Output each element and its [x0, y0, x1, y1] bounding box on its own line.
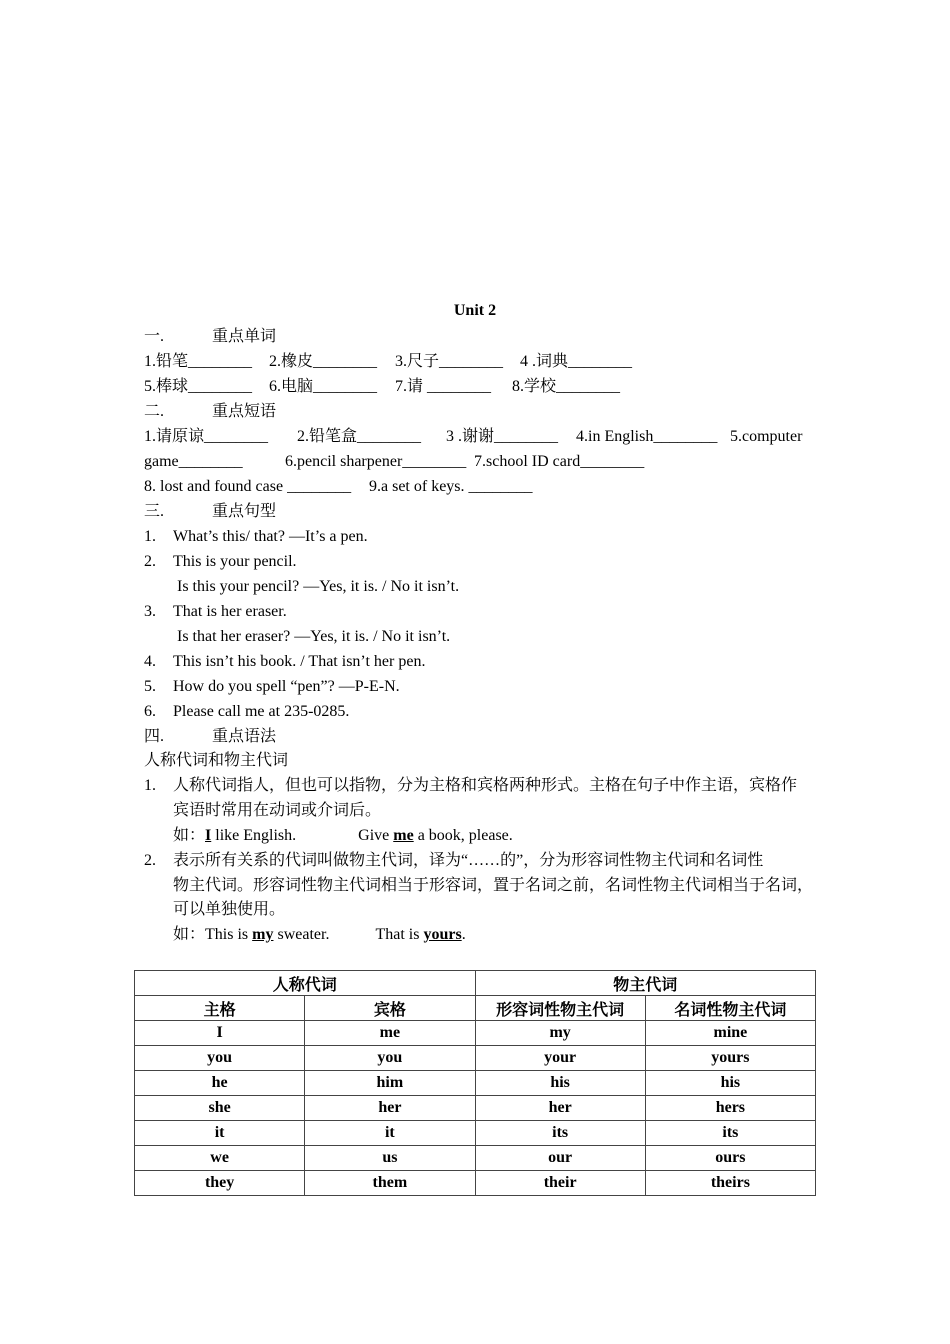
table-cell: us — [305, 1146, 475, 1171]
section-title: 重点单词 — [212, 328, 277, 345]
table-group-header-row — [135, 971, 816, 996]
example-keyword: yours — [423, 926, 462, 943]
table-cell: her — [475, 1096, 645, 1121]
word-item: 4 .词典________ — [520, 353, 633, 370]
paragraph-text: 人称代词指人，但也可以指物，分为主格和宾格两种形式。主格在句子中作主语，宾格作 — [173, 777, 798, 794]
table-cell: its — [475, 1121, 645, 1146]
table-cell: me — [305, 1021, 475, 1046]
header-subject: 主格 — [135, 996, 305, 1021]
sentence-text: How do you spell “pen”? —P-E-N. — [173, 678, 400, 695]
phrase-item: 5.computer — [730, 428, 803, 445]
example-prefix: 如： — [173, 926, 206, 943]
header-adjective-possessive: 形容词性物主代词 — [475, 996, 645, 1021]
table-cell: she — [135, 1096, 305, 1121]
table-cell: you — [305, 1046, 475, 1071]
table-row — [135, 1071, 816, 1096]
phrase-item: game________ — [144, 453, 243, 470]
example-keyword: I — [205, 827, 212, 844]
section-heading-words — [144, 327, 276, 349]
section-title: 重点句型 — [212, 503, 277, 520]
phrases-row-2 — [144, 452, 644, 474]
word-item: 7.请 ________ — [395, 378, 492, 395]
sentence-number: 4. — [144, 653, 156, 670]
phrase-item: 7.school ID card________ — [474, 453, 645, 470]
sentence-text: That is her eraser. — [173, 603, 287, 620]
table-cell: him — [305, 1071, 475, 1096]
grammar-example-1 — [173, 826, 513, 848]
table-cell: yours — [645, 1046, 815, 1071]
table-cell: its — [645, 1121, 815, 1146]
sentence-line — [177, 627, 450, 649]
table-row — [135, 1021, 816, 1046]
sentence-number: 1. — [144, 528, 156, 545]
sentence-line — [144, 527, 368, 549]
table-cell: mine — [645, 1021, 815, 1046]
paragraph-number: 1. — [144, 777, 156, 794]
paragraph-text: 表示所有关系的代词叫做物主代词，译为“……的”，分为形容词性物主代词和名词性 — [173, 852, 764, 869]
table-cell: it — [135, 1121, 305, 1146]
table-cell: my — [475, 1021, 645, 1046]
sentence-line — [177, 577, 459, 599]
table-cell: theirs — [645, 1171, 815, 1196]
table-cell: hers — [645, 1096, 815, 1121]
sentence-text: Is that her eraser? —Yes, it is. / No it isn’t. — [177, 628, 451, 645]
sentence-text: This isn’t his book. / That isn’t her pen. — [173, 653, 426, 670]
example-text: Give — [358, 827, 394, 844]
sentence-text: Is this your pencil? —Yes, it is. / No it isn’t. — [177, 578, 460, 595]
table-row — [135, 1046, 816, 1071]
section-number: 二. — [144, 403, 165, 420]
word-item: 8.学校________ — [512, 378, 621, 395]
table-cell: he — [135, 1071, 305, 1096]
phrase-item: 8. lost and found case ________ — [144, 478, 352, 495]
table-cell: ours — [645, 1146, 815, 1171]
sentence-line — [144, 552, 297, 574]
phrase-item: 3 .谢谢________ — [446, 428, 559, 445]
paragraph-continuation: 可以单独使用。 — [173, 901, 286, 918]
example-prefix: 如： — [173, 827, 206, 844]
example-text: That is — [375, 926, 424, 943]
sentence-text: Please call me at 235-0285. — [173, 703, 350, 720]
header-possessive-pronoun: 物主代词 — [475, 971, 816, 996]
paragraph-continuation: 物主代词。形容词性物主代词相当于形容词，置于名词之前，名词性物主代词相当于名词， — [173, 877, 814, 894]
word-item: 3.尺子________ — [395, 353, 504, 370]
word-item: 1.铅笔________ — [144, 353, 253, 370]
page-title: Unit 2 — [453, 302, 497, 319]
example-text: a book, please. — [413, 827, 513, 844]
phrase-item: 4.in English________ — [576, 428, 718, 445]
pronoun-table — [134, 970, 816, 1196]
word-item: 5.棒球________ — [144, 378, 253, 395]
example-keyword: my — [252, 926, 274, 943]
grammar-subtitle: 人称代词和物主代词 — [144, 752, 289, 769]
paragraph-number: 2. — [144, 852, 156, 869]
table-row — [135, 1171, 816, 1196]
section-number: 四. — [144, 728, 165, 745]
table-cell: her — [305, 1096, 475, 1121]
section-heading-grammar — [144, 727, 276, 749]
example-text: sweater. — [273, 926, 330, 943]
section-number: 一. — [144, 328, 165, 345]
sentence-text: What’s this/ that? —It’s a pen. — [173, 528, 368, 545]
table-row — [135, 1096, 816, 1121]
header-personal-pronoun: 人称代词 — [135, 971, 476, 996]
table-cell: them — [305, 1171, 475, 1196]
sentence-text: This is your pencil. — [173, 553, 297, 570]
paragraph-continuation: 宾语时常用在动词或介词后。 — [173, 802, 382, 819]
table-cell: we — [135, 1146, 305, 1171]
table-cell: our — [475, 1146, 645, 1171]
sentence-number: 6. — [144, 703, 156, 720]
word-item: 2.橡皮________ — [269, 353, 378, 370]
grammar-paragraph-2 — [144, 851, 763, 873]
section-title: 重点语法 — [212, 728, 277, 745]
phrase-item: 6.pencil sharpener________ — [285, 453, 467, 470]
phrases-row-3 — [144, 477, 533, 499]
words-row-1 — [144, 352, 632, 374]
header-noun-possessive: 名词性物主代词 — [645, 996, 815, 1021]
table-cell: his — [645, 1071, 815, 1096]
word-item: 6.电脑________ — [269, 378, 378, 395]
table-row — [135, 1121, 816, 1146]
table-sub-header-row — [135, 996, 816, 1021]
example-text: This is — [205, 926, 253, 943]
sentence-line — [144, 702, 349, 724]
phrases-row-1 — [144, 427, 802, 449]
table-cell: they — [135, 1171, 305, 1196]
table-cell: it — [305, 1121, 475, 1146]
sentence-number: 5. — [144, 678, 156, 695]
grammar-paragraph-1 — [144, 776, 797, 798]
section-heading-phrases — [144, 402, 276, 424]
phrase-item: 2.铅笔盒________ — [297, 428, 422, 445]
section-heading-sentences — [144, 502, 276, 524]
table-row — [135, 1146, 816, 1171]
table-cell: your — [475, 1046, 645, 1071]
section-title: 重点短语 — [212, 403, 277, 420]
sentence-line — [144, 677, 400, 699]
sentence-number: 2. — [144, 553, 156, 570]
table-cell: his — [475, 1071, 645, 1096]
section-number: 三. — [144, 503, 165, 520]
words-row-2 — [144, 377, 620, 399]
table-cell: their — [475, 1171, 645, 1196]
header-object: 宾格 — [305, 996, 475, 1021]
sentence-line — [144, 602, 287, 624]
example-text: like English. — [211, 827, 297, 844]
table-cell: you — [135, 1046, 305, 1071]
phrase-item: 9.a set of keys. ________ — [369, 478, 533, 495]
example-keyword: me — [393, 827, 414, 844]
sentence-line — [144, 652, 425, 674]
phrase-item: 1.请原谅________ — [144, 428, 269, 445]
table-cell: I — [135, 1021, 305, 1046]
example-text: . — [461, 926, 466, 943]
grammar-example-2 — [173, 925, 466, 947]
sentence-number: 3. — [144, 603, 156, 620]
